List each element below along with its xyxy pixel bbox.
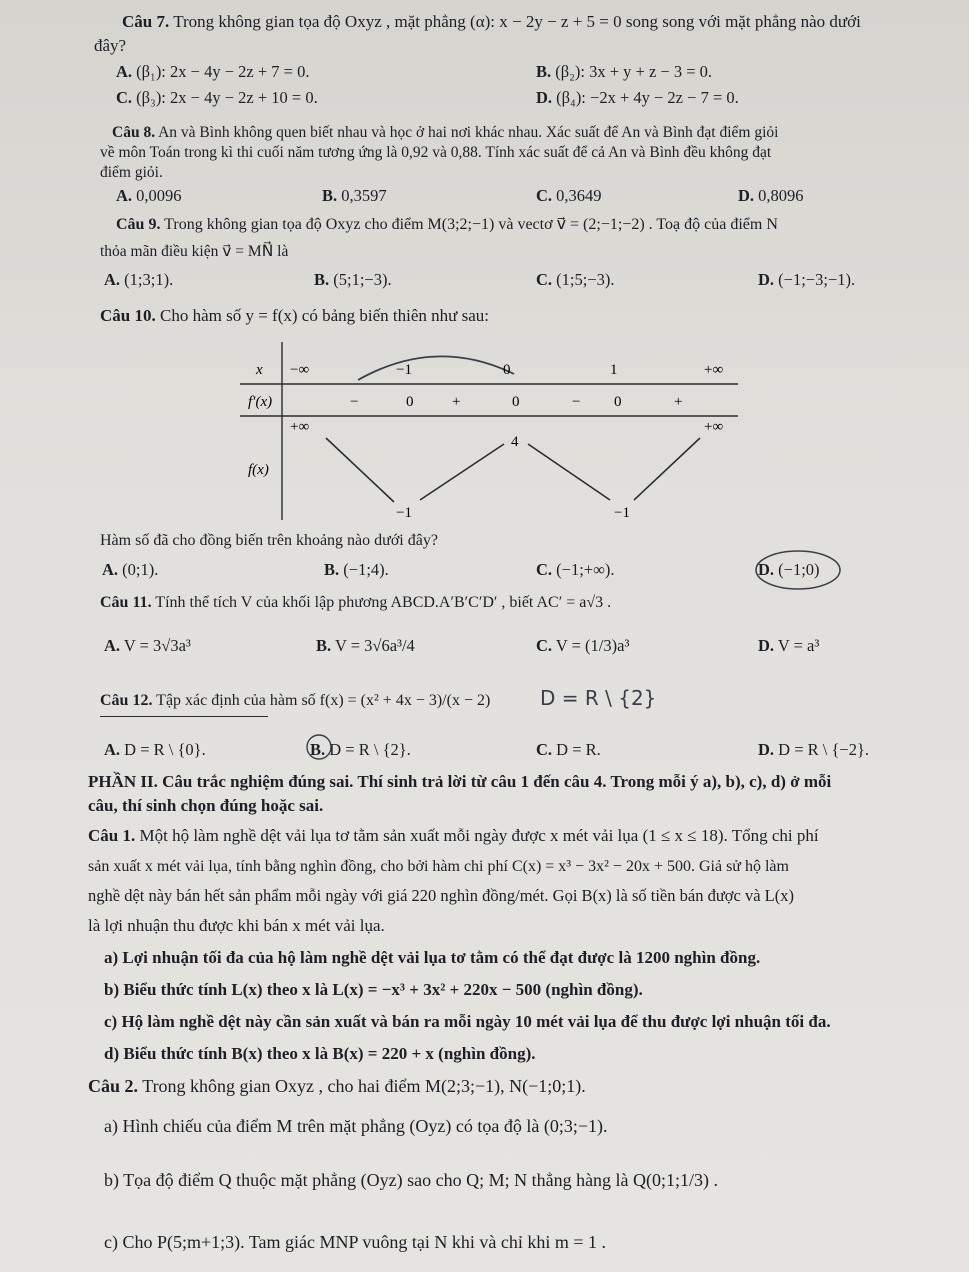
p1-line1: Câu 1. Một hộ làm nghề dệt vải lụa tơ tằm sản xuất mỗi ngày được x mét vải lụa (1 ≤ x ≤ 18). Tổng chi phí	[88, 826, 819, 845]
q10-option-d: D. (−1;0)	[758, 560, 820, 579]
row-f-label: f(x)	[248, 462, 269, 478]
x-value: −1	[396, 362, 412, 378]
q11-line1: Câu 11. Tính thể tích V của khối lập phương ABCD.A′B′C′D′ , biết AC′ = a√3 .	[100, 594, 612, 611]
q9-option-d: D. (−1;−3;−1).	[758, 270, 856, 289]
f-value: −1	[614, 505, 630, 521]
p2-line1: Câu 2. Trong không gian Oxyz , cho hai điểm M(2;3;−1), N(−1;0;1).	[88, 1076, 586, 1096]
q12-option-b: B. D = R \ {2}.	[310, 740, 411, 759]
q7-label: Câu 7.	[122, 12, 170, 31]
q11-option-a: A. V = 3√3a³	[104, 636, 191, 655]
p1-item-a: a) Lợi nhuận tối đa của hộ làm nghề dệt vải lụa tơ tằm có thể đạt được là 1200 nghìn đồng.	[104, 948, 761, 967]
sign: +	[674, 394, 683, 410]
q8-option-d: D. 0,8096	[738, 186, 804, 205]
variation-table	[238, 334, 742, 524]
q9-option-a: A. (1;3;1).	[104, 270, 174, 289]
q10-question: Hàm số đã cho đồng biến trên khoảng nào dưới đây?	[100, 532, 438, 549]
q10-line1: Câu 10. Cho hàm số y = f(x) có bảng biến thiên như sau:	[100, 306, 489, 325]
q8-option-c: C. 0,3649	[536, 186, 602, 205]
arrow-up	[634, 438, 700, 500]
q10-option-a: A. (0;1).	[102, 560, 159, 579]
sign: 0	[512, 394, 520, 410]
p1-line2: sản xuất x mét vải lụa, tính bằng nghìn đồng, cho bởi hàm chi phí C(x) = x³ − 3x² − 20x + 500. Giả sử hộ làm	[88, 858, 789, 875]
p2-item-b: b) Tọa độ điểm Q thuộc mặt phẳng (Oyz) sao cho Q; M; N thẳng hàng là Q(0;1;1/3) .	[104, 1170, 719, 1190]
row-fp-label: f′(x)	[248, 394, 273, 410]
arrow-down	[528, 444, 610, 500]
underline	[100, 716, 268, 717]
handwritten-arc	[358, 356, 514, 380]
x-value: +∞	[704, 362, 724, 378]
p1-line3: nghề dệt này bán hết sản phẩm mỗi ngày với giá 220 nghìn đồng/mét. Gọi B(x) là số tiền bán được và L(x)	[88, 886, 794, 905]
p1-line4: là lợi nhuận thu được khi bán x mét vải lụa.	[88, 916, 385, 935]
p1-item-b: b) Biểu thức tính L(x) theo x là L(x) = −x³ + 3x² + 220x − 500 (nghìn đồng).	[104, 980, 643, 999]
f-value: −1	[396, 505, 412, 521]
q9-line1: Câu 9. Trong không gian tọa độ Oxyz cho điểm M(3;2;−1) và vectơ v⃗ = (2;−1;−2) . Toạ độ của điểm N	[116, 216, 778, 233]
q7-option-c: C. (β₃): 2x − 4y − 2z + 10 = 0.	[116, 88, 318, 107]
sign: 0	[406, 394, 414, 410]
p1-item-d: d) Biểu thức tính B(x) theo x là B(x) = 220 + x (nghìn đồng).	[104, 1044, 536, 1063]
p2-item-a: a) Hình chiếu của điểm M trên mặt phẳng (Oyz) có tọa độ là (0;3;−1).	[104, 1116, 608, 1136]
q12-handwriting: D = R \ {2}	[540, 686, 657, 710]
q8-line1: Câu 8. An và Bình không quen biết nhau và học ở hai nơi khác nhau. Xác suất để An và Bình đạt điểm giỏi	[112, 124, 779, 141]
f-value: 4	[511, 434, 519, 450]
p1-item-c: c) Hộ làm nghề dệt này cần sản xuất và bán ra mỗi ngày 10 mét vải lụa để thu được lợi nhuận tối đa.	[104, 1012, 831, 1031]
q7-option-d: D. (β₄): −2x + 4y − 2z − 7 = 0.	[536, 88, 739, 107]
x-value: 0	[503, 362, 511, 378]
arrow-up	[420, 444, 504, 500]
q11-option-c: C. V = (1/3)a³	[536, 636, 630, 655]
q7-option-b: B. (β₂): 3x + y + z − 3 = 0.	[536, 62, 713, 81]
sign: −	[572, 394, 581, 410]
q12-option-d: D. D = R \ {−2}.	[758, 740, 870, 759]
f-value: +∞	[704, 419, 724, 435]
q9-option-b: B. (5;1;−3).	[314, 270, 392, 289]
q11-option-b: B. V = 3√6a³/4	[316, 636, 415, 655]
sign: 0	[614, 394, 622, 410]
q12-option-a: A. D = R \ {0}.	[104, 740, 206, 759]
q12-line1: Câu 12. Tập xác định của hàm số f(x) = (x² + 4x − 3)/(x − 2)	[100, 692, 491, 709]
q9-line2: thỏa mãn điều kiện v⃗ = MN⃗ là	[100, 243, 289, 260]
q7-line1	[122, 12, 861, 32]
q12-option-c: C. D = R.	[536, 740, 601, 759]
q8-option-a: A. 0,0096	[116, 186, 182, 205]
arrow-down	[326, 438, 394, 502]
answer-circle-icon	[752, 548, 844, 592]
f-value: +∞	[290, 419, 310, 435]
q9-option-c: C. (1;5;−3).	[536, 270, 615, 289]
q7-text-cont: đây?	[94, 36, 127, 55]
q7-text: Trong không gian tọa độ Oxyz , mặt phẳng (α): x − 2y − z + 5 = 0 song song với mặt phẳng nào dưới	[173, 12, 861, 31]
sign: +	[452, 394, 461, 410]
part2-heading-cont: câu, thí sinh chọn đúng hoặc sai.	[88, 796, 324, 815]
q8-line2: về môn Toán trong kì thi cuối năm tương ứng là 0,92 và 0,88. Tính xác suất để cả An và Bình đều không đạt	[100, 144, 772, 161]
q10-option-b: B. (−1;4).	[324, 560, 389, 579]
q8-line3: điểm giỏi.	[100, 164, 163, 181]
part2-heading: PHẦN II. Câu trắc nghiệm đúng sai. Thí sinh trả lời từ câu 1 đến câu 4. Trong mỗi ý a), b), c), d) ở mỗi	[88, 772, 832, 791]
q8-option-b: B. 0,3597	[322, 186, 387, 205]
row-x-label: x	[256, 362, 263, 378]
sign: −	[350, 394, 359, 410]
answer-circle-icon	[304, 732, 334, 762]
q7-option-a: A. (β₁): 2x − 4y − 2z + 7 = 0.	[116, 62, 310, 81]
x-value: −∞	[290, 362, 310, 378]
q10-option-c: C. (−1;+∞).	[536, 560, 615, 579]
p2-item-c: c) Cho P(5;m+1;3). Tam giác MNP vuông tại N khi và chỉ khi m = 1 .	[104, 1232, 606, 1252]
x-value: 1	[610, 362, 618, 378]
q11-option-d: D. V = a³	[758, 636, 820, 655]
